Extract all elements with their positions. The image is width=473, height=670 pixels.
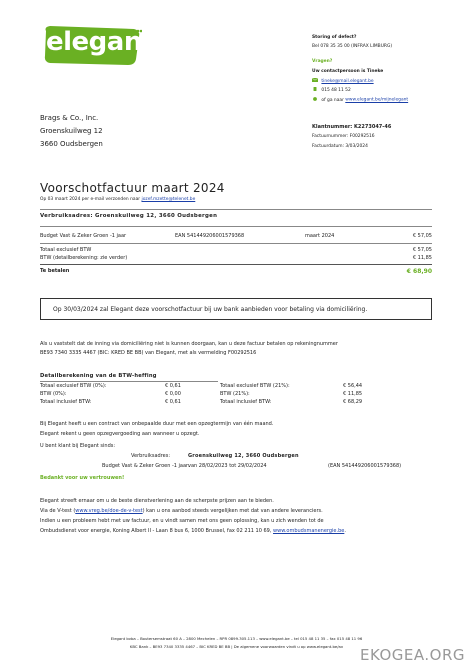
client-since-ean: (EAN 541449206001579368) — [328, 463, 402, 469]
outage-title: Storing of defect? — [312, 35, 357, 40]
divider — [40, 264, 432, 265]
thanks-text: Bedankt voor uw vertrouwen! — [40, 475, 125, 481]
vat-detail-title: Detailberekening van de BTW-heffing — [40, 373, 157, 379]
closing-line-2-post: ) kan u ons aanbod steeds vergelijken met dat van andere leveranciers. — [142, 508, 323, 514]
sent-text: Op 03 maart 2024 per e-mail verzonden naar — [40, 197, 141, 202]
web-row — [312, 97, 408, 104]
email-icon — [312, 78, 318, 82]
to-pay-value: € 68,90 — [406, 268, 432, 275]
footer-line-2: KBC Bank – BE93 7340 3335 4467 – BIC KRED BE BB | De algemene voorwaarden vindt u op www.elegant.be/av — [129, 644, 344, 649]
ombudsman-link[interactable]: www.ombudsmanenergie.be — [273, 528, 345, 534]
direct-debit-notice — [40, 298, 432, 320]
elegant-logo — [42, 25, 154, 67]
client-since-address-label: Verbruiksadres: — [131, 453, 171, 459]
line-item-ean: EAN 541449206001579368 — [175, 233, 245, 239]
footer-line-1: Elegant bvba – Boutersemstraat 60 A – 2800 Mechelen – RPR 0899.305.113 – www.elegant.be – tel 015 48 11 35 – fax 015 48 11 96 — [110, 636, 363, 641]
contract-text-2: Elegant rekent u geen opzegvergoeding aan wanneer u opzegt. — [40, 431, 200, 437]
sent-line — [40, 197, 195, 203]
watermark: EKOGEA.ORG — [359, 646, 465, 664]
vat-right-label: Totaal inclusief BTW: — [220, 399, 272, 405]
to-pay-label: Te betalen — [40, 268, 70, 274]
vat-left-value: € 0,61 — [165, 399, 181, 405]
vat-label: BTW (detailberekening: zie verder) — [40, 255, 128, 261]
logo-text: elegant — [46, 27, 154, 57]
invoice-date: Factuurdatum: 3/03/2024 — [312, 144, 368, 149]
vat-right-value: € 68,29 — [343, 399, 363, 405]
globe-icon — [312, 97, 318, 101]
client-since-address: Groenskuilweg 12, 3660 Oudsbergen — [188, 453, 299, 459]
closing-line-2 — [40, 508, 323, 515]
email-link[interactable]: tineke@mail.elegant.be — [321, 78, 374, 84]
closing-line-4-post: . — [344, 528, 346, 534]
payment-text-2: BE93 7340 3335 4467 (BIC: KRED BE BB) van Elegant, met als vermelding F00292516 — [40, 350, 257, 356]
client-since-product: Budget Vast & Zeker Groen -1 jaar: — [102, 463, 190, 469]
divider — [40, 226, 432, 227]
recipient-city: 3660 Oudsbergen — [40, 140, 103, 148]
line-item-product: Budget Vast & Zeker Groen -1 jaar — [40, 233, 127, 239]
vat-left-value: € 0,61 — [165, 383, 181, 389]
outage-phone: Bel 078 35 35 00 (INFRAX LIMBURG) — [312, 44, 393, 49]
closing-line-4-pre: Ombudsdienst voor energie, Koning Albert II - Laan 8 bus 6, 1000 Brussel, fax 02 211 10 69, — [40, 528, 272, 534]
vat-left-value: € 0,00 — [165, 391, 181, 397]
client-number: Klantnummer: K2273047-46 — [312, 124, 392, 130]
line-item-amount: € 57,05 — [412, 233, 432, 239]
web-link[interactable]: www.elegant.be/mijnelegant — [345, 97, 409, 103]
contract-text-1: Bij Elegant heeft u een contract van onbepaalde duur met een opzegtermijn van één maand. — [40, 421, 274, 427]
contact-person: Uw contactpersoon is Tineke — [312, 69, 384, 74]
questions-title: Vragen? — [312, 59, 333, 64]
vat-right-label: BTW (21%): — [220, 391, 250, 397]
phone-row — [312, 87, 351, 94]
phone-number: 015 48 11 52 — [321, 87, 351, 93]
email-row — [312, 78, 374, 85]
client-since-period: van 28/02/2023 tot 29/02/2024 — [188, 463, 267, 469]
phone-icon — [312, 87, 318, 91]
closing-line-4 — [40, 528, 346, 535]
invoice-number: Factuurnummer: F00292516 — [312, 134, 375, 139]
recipient-address — [40, 112, 103, 151]
client-since-intro: U bent klant bij Elegant sinds: — [40, 443, 116, 449]
vat-right-value: € 11,85 — [343, 391, 363, 397]
recipient-name: Brags & Co., Inc. — [40, 114, 99, 122]
closing-line-3: Indien u een probleem hebt met uw factuur, en u vindt samen met ons geen oplossing, kan u zich wenden tot de — [40, 518, 324, 524]
invoice-title: Voorschotfactuur maart 2024 — [40, 181, 225, 195]
web-prefix: of ga naar — [321, 97, 344, 103]
consumption-address: Verbruiksadres: Groenskuilweg 12, 3660 Oudsbergen — [40, 213, 218, 219]
vat-left-label: Totaal inclusief BTW: — [40, 399, 92, 405]
vat-left-label: BTW (0%): — [40, 391, 67, 397]
divider — [40, 209, 432, 210]
payment-text-1: Als u vaststelt dat de inning via domiciliëring niet is kunnen doorgaan, kan u deze factuur betalen op rekeningnummer — [40, 341, 338, 347]
vat-value: € 11,85 — [412, 255, 432, 261]
divider — [40, 381, 218, 382]
divider — [40, 243, 432, 244]
vat-right-value: € 56,44 — [343, 383, 363, 389]
recipient-street: Groenskuilweg 12 — [40, 127, 103, 135]
notice-text: Op 30/03/2024 zal Elegant deze voorschotfactuur bij uw bank aanbieden voor betaling via domiciliëring. — [53, 306, 368, 313]
vat-detail-table — [40, 383, 432, 408]
total-excl-value: € 57,05 — [412, 247, 432, 253]
line-item-month: maart 2024 — [305, 233, 335, 239]
total-excl-label: Totaal exclusief BTW — [40, 247, 92, 253]
sent-email[interactable]: jozef.mzette@telenet.be — [141, 197, 196, 202]
vat-right-label: Totaal exclusief BTW (21%): — [220, 383, 290, 389]
closing-line-1: Elegant streeft ernaar om u de beste dienstverlening aan de scherpste prijzen aan te bieden. — [40, 498, 274, 504]
vtest-link[interactable]: www.vreg.be/doe-de-v-test — [75, 508, 143, 514]
closing-line-2-pre: Via de V-test ( — [40, 508, 76, 514]
vat-left-label: Totaal exclusief BTW (0%): — [40, 383, 107, 389]
